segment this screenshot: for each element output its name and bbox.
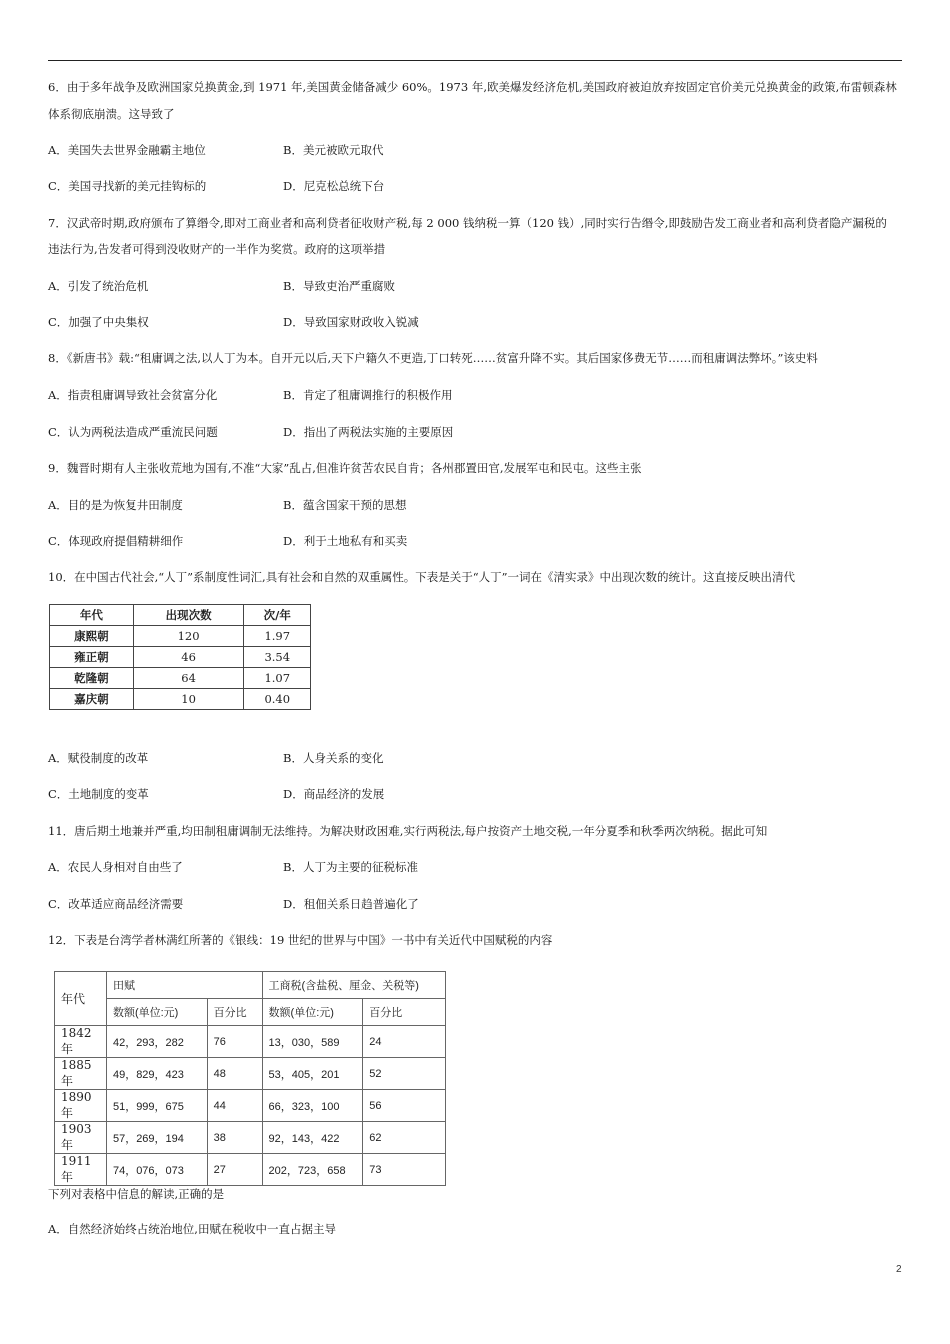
table-cell: 44 [207,1090,262,1122]
table-header-cell: 数额(单位:元) [262,999,363,1026]
q7-stem-line1: 7．汉武帝时期,政府颁布了算缗令,即对工商业者和高利贷者征收财产税,每 2 000 钱纳税一算（120 钱）,同时实行告缗令,即鼓励告发工商业者和高利贷者隐产漏税的 [48,216,887,230]
table-cell: 120 [133,626,244,647]
q9-option-d[interactable]: D．利于土地私有和买卖 [283,534,408,548]
table-row [50,626,311,647]
q8-option-a[interactable]: A．指责租庸调导致社会贫富分化 [48,388,218,402]
table-header-row [55,999,446,1026]
q12-table [54,971,446,1186]
table-row [50,647,311,668]
table-cell: 康熙朝 [50,626,134,647]
table-row [55,1122,446,1154]
table-cell: 乾隆朝 [50,668,134,689]
q11-option-c[interactable]: C．改革适应商品经济需要 [48,897,184,911]
table-cell: 27 [207,1154,262,1186]
table-header-cell: 年代 [50,605,134,626]
q6-option-b[interactable]: B．美元被欧元取代 [283,143,384,157]
q12-stem-line1: 12．下表是台湾学者林满红所著的《银线：19 世纪的世界与中国》一书中有关近代中国赋税的内容 [48,933,553,947]
table-cell: 62 [363,1122,446,1154]
table-cell: 48 [207,1058,262,1090]
table-row [55,1090,446,1122]
table-cell: 52 [363,1058,446,1090]
table-header-cell: 次/年 [244,605,311,626]
table-header-cell: 田赋 [106,972,262,999]
q6-stem-line2: 体系彻底崩溃。这导致了 [48,107,175,121]
page-number: 2 [896,1264,902,1275]
table-cell: 76 [207,1026,262,1058]
q6-option-c[interactable]: C．美国寻找新的美元挂钩标的 [48,179,207,193]
table-cell: 3.54 [244,647,311,668]
q7-option-a[interactable]: A．引发了统治危机 [48,279,149,293]
header-rule [48,60,902,61]
table-cell: 雍正朝 [50,647,134,668]
table-cell: 24 [363,1026,446,1058]
q7-stem-line2: 违法行为,告发者可得到没收财产的一半作为奖赏。政府的这项举措 [48,242,386,256]
table-cell: 56 [363,1090,446,1122]
q10-option-b[interactable]: B．人身关系的变化 [283,751,384,765]
q11-stem-line1: 11．唐后期土地兼并严重,均田制租庸调制无法维持。为解决财政困难,实行两税法,每户按资产土地交税,一年分夏季和秋季两次纳税。据此可知 [48,824,768,838]
q9-option-a[interactable]: A．目的是为恢复井田制度 [48,498,183,512]
q10-option-c[interactable]: C．土地制度的变革 [48,787,149,801]
table-cell: 64 [133,668,244,689]
table-cell: 1842 年 [55,1026,107,1058]
q8-option-b[interactable]: B．肯定了租庸调推行的积极作用 [283,388,453,402]
table-header-cell: 出现次数 [133,605,244,626]
q12-followup: 下列对表格中信息的解读,正确的是 [48,1187,225,1201]
table-header-cell: 工商税(含盐税、厘金、关税等) [262,972,445,999]
table-row [55,1026,446,1058]
table-header-cell: 年代 [55,972,107,1026]
q7-option-c[interactable]: C．加强了中央集权 [48,315,149,329]
table-cell: 1911 年 [55,1154,107,1186]
q11-option-d[interactable]: D．租佃关系日趋普遍化了 [283,897,419,911]
table-cell: 0.40 [244,689,311,710]
table-cell: 66，323，100 [262,1090,363,1122]
q6-option-d[interactable]: D．尼克松总统下台 [283,179,385,193]
table-cell: 92，143，422 [262,1122,363,1154]
table-cell: 1.07 [244,668,311,689]
table-cell: 74，076，073 [106,1154,207,1186]
table-cell: 42，293，282 [106,1026,207,1058]
q8-option-c[interactable]: C．认为两税法造成严重流民问题 [48,425,218,439]
table-row [50,689,311,710]
table-row [55,1154,446,1186]
q10-table [49,604,311,710]
table-row [55,1058,446,1090]
table-header-cell: 百分比 [207,999,262,1026]
q12-option-a[interactable]: A．自然经济始终占统治地位,田赋在税收中一直占据主导 [48,1222,336,1236]
table-cell: 1885 年 [55,1058,107,1090]
table-cell: 10 [133,689,244,710]
table-cell: 嘉庆朝 [50,689,134,710]
q9-stem-line1: 9．魏晋时期有人主张收荒地为国有,不准“大家”乱占,但准许贫苦农民自肯；各州郡置田官,发展军屯和民屯。这些主张 [48,461,642,475]
table-header-cell: 数额(单位:元) [106,999,207,1026]
q8-stem-line1: 8．《新唐书》载:“租庸调之法,以人丁为本。自开元以后,天下户籍久不更造,丁口转死……贫富升降不实。其后国家侈费无节……而租庸调法弊坏。”该史料 [48,351,818,365]
q10-option-d[interactable]: D．商品经济的发展 [283,787,385,801]
table-cell: 46 [133,647,244,668]
q7-option-d[interactable]: D．导致国家财政收入锐减 [283,315,419,329]
q10-stem-line1: 10．在中国古代社会,“人丁”系制度性词汇,具有社会和自然的双重属性。下表是关于“人丁”一词在《清实录》中出现次数的统计。这直接反映出清代 [48,570,795,584]
table-header-cell: 百分比 [363,999,446,1026]
table-cell: 49，829，423 [106,1058,207,1090]
q6-option-a[interactable]: A．美国失去世界金融霸主地位 [48,143,206,157]
table-cell: 51，999，675 [106,1090,207,1122]
q7-option-b[interactable]: B．导致吏治严重腐败 [283,279,395,293]
table-header-row [50,605,311,626]
q6-stem-line1: 6．由于多年战争及欧洲国家兑换黄金,到 1971 年,美国黄金储备减少 60%。1973 年,欧美爆发经济危机,美国政府被迫放弃按固定官价美元兑换黄金的政策,布雷顿森林 [48,80,897,94]
table-cell: 1903 年 [55,1122,107,1154]
q9-option-b[interactable]: B．蕴含国家干预的思想 [283,498,407,512]
q11-option-a[interactable]: A．农民人身相对自由些了 [48,860,183,874]
table-row [50,668,311,689]
table-header-row [55,972,446,999]
q10-option-a[interactable]: A．赋役制度的改革 [48,751,149,765]
table-cell: 73 [363,1154,446,1186]
table-cell: 13，030，589 [262,1026,363,1058]
table-cell: 1.97 [244,626,311,647]
table-cell: 1890 年 [55,1090,107,1122]
table-cell: 202，723，658 [262,1154,363,1186]
table-cell: 38 [207,1122,262,1154]
table-cell: 53，405，201 [262,1058,363,1090]
q11-option-b[interactable]: B．人丁为主要的征税标准 [283,860,418,874]
q9-option-c[interactable]: C．体现政府提倡精耕细作 [48,534,184,548]
q8-option-d[interactable]: D．指出了两税法实施的主要原因 [283,425,454,439]
table-cell: 57，269，194 [106,1122,207,1154]
